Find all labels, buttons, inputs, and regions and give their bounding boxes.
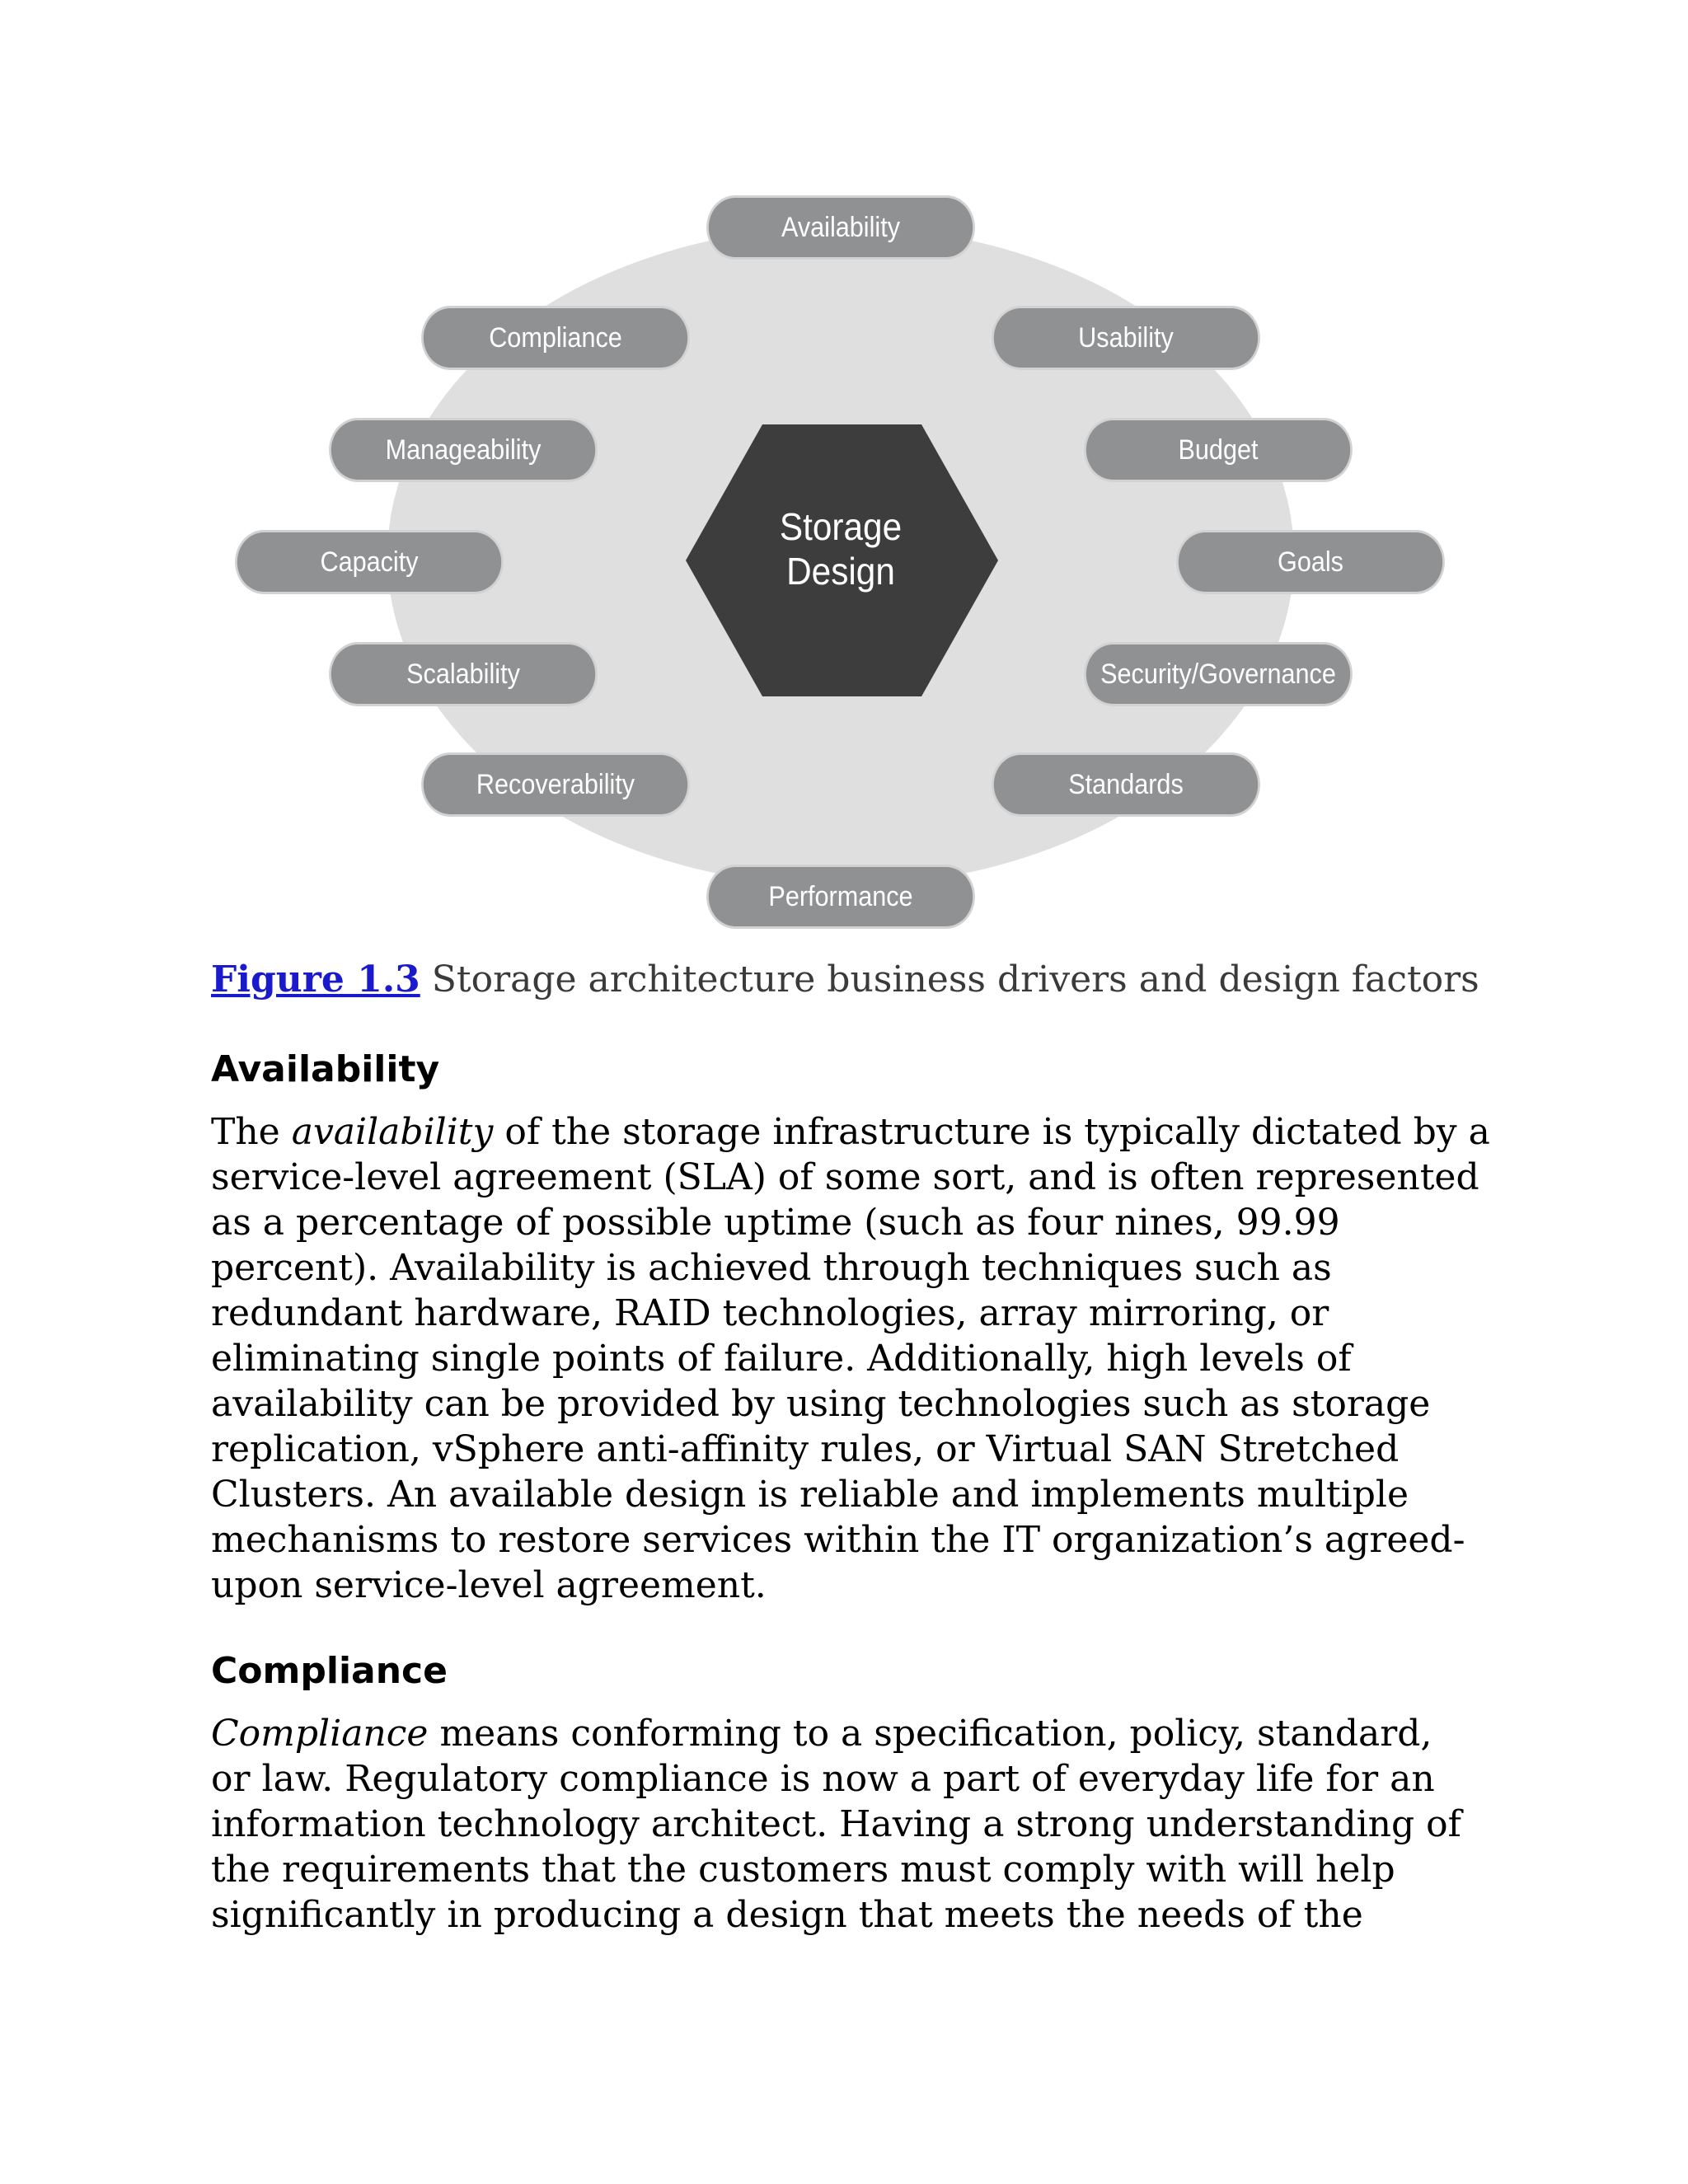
diagram-canvas [0, 0, 1688, 948]
section-heading-compliance: Compliance [211, 1650, 448, 1692]
factor-standards: Standards [994, 755, 1258, 814]
caption-text: Storage architecture business drivers and design factors [420, 958, 1479, 1001]
figure-link[interactable]: Figure 1.3 [211, 958, 420, 1001]
factor-availability: Availability [709, 198, 973, 257]
paragraph-line: redundant hardware, RAID technologies, array mirroring, or [211, 1292, 1329, 1334]
paragraph-line: replication, vSphere anti-affinity rules, or Virtual SAN Stretched [211, 1428, 1400, 1470]
hexagon-label [698, 504, 983, 593]
paragraph-line: upon service-level agreement. [211, 1564, 767, 1606]
paragraph-line: service-level agreement (SLA) of some sort, and is often represented [211, 1156, 1479, 1198]
factor-budget: Budget [1086, 420, 1350, 480]
paragraph-line: Clusters. An available design is reliable and implements multiple [211, 1474, 1409, 1516]
factor-manageability: Manageability [331, 420, 595, 480]
factor-scalability: Scalability [331, 644, 595, 704]
paragraph-line: availability can be provided by using technologies such as storage [211, 1383, 1431, 1425]
paragraph-line: as a percentage of possible uptime (such as four nines, 99.99 [211, 1202, 1340, 1244]
paragraph-line: percent). Availability is achieved through techniques such as [211, 1247, 1332, 1289]
paragraph-line: the requirements that the customers must comply with will help [211, 1849, 1395, 1891]
availability-paragraph [211, 1109, 1530, 1608]
paragraph-line: The availability of the storage infrastructure is typically dictated by a [211, 1111, 1490, 1153]
section-heading-availability: Availability [211, 1048, 440, 1090]
hexagon-label-line1: Storage [779, 505, 903, 548]
factor-goals: Goals [1179, 532, 1442, 592]
factor-capacity: Capacity [237, 532, 501, 592]
hexagon-label-line2: Design [786, 550, 895, 593]
storage-design-diagram [0, 0, 1688, 948]
paragraph-line: eliminating single points of failure. Additionally, high levels of [211, 1338, 1352, 1380]
compliance-paragraph [211, 1711, 1530, 1938]
paragraph-line: Compliance means conforming to a specification, policy, standard, [211, 1713, 1432, 1755]
paragraph-line: mechanisms to restore services within the IT organization’s agreed- [211, 1519, 1465, 1561]
paragraph-line: significantly in producing a design that meets the needs of the [211, 1894, 1363, 1936]
paragraph-line: information technology architect. Having a strong understanding of [211, 1803, 1461, 1845]
paragraph-line: or law. Regulatory compliance is now a part of everyday life for an [211, 1758, 1435, 1800]
factor-recoverability: Recoverability [424, 755, 687, 814]
factor-security-governance: Security/Governance [1086, 644, 1350, 704]
figure-caption [211, 954, 1530, 1005]
factor-compliance: Compliance [424, 308, 687, 368]
factor-usability: Usability [994, 308, 1258, 368]
factor-performance: Performance [709, 867, 973, 926]
